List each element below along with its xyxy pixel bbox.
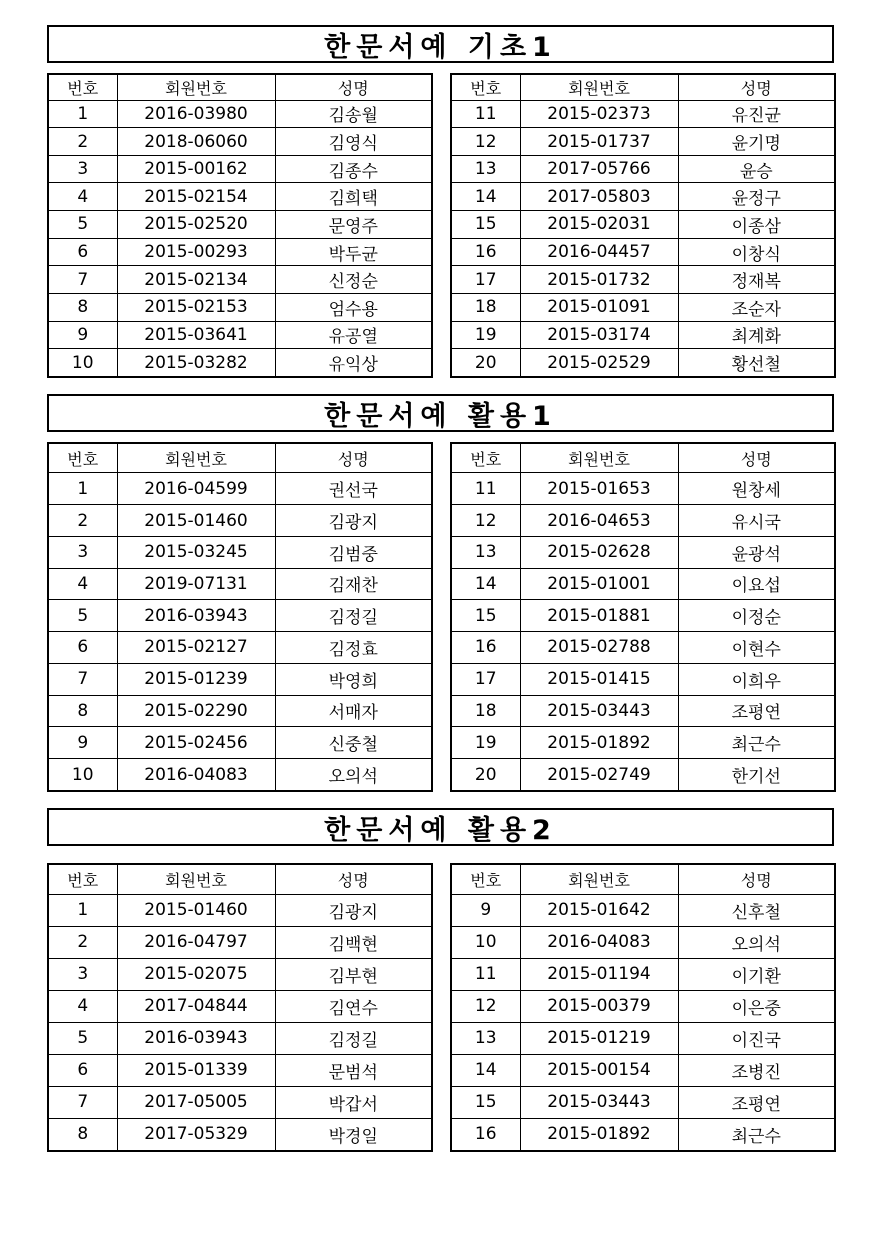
column-header-no: 번호 bbox=[451, 74, 520, 100]
table-row bbox=[48, 1022, 432, 1054]
cell-no: 8 bbox=[48, 695, 117, 727]
cell-member-id: 2015-03443 bbox=[520, 695, 678, 727]
cell-name: 김부현 bbox=[275, 958, 432, 990]
cell-no: 6 bbox=[48, 632, 117, 664]
cell-no: 3 bbox=[48, 958, 117, 990]
table-row bbox=[48, 536, 432, 568]
cell-member-id: 2015-02154 bbox=[117, 183, 275, 211]
cell-no: 6 bbox=[48, 1054, 117, 1086]
cell-no: 2 bbox=[48, 926, 117, 958]
column-header-name: 성명 bbox=[678, 864, 835, 894]
table-row bbox=[451, 568, 835, 600]
cell-member-id: 2015-00293 bbox=[117, 238, 275, 266]
cell-no: 16 bbox=[451, 238, 520, 266]
table-row bbox=[451, 1054, 835, 1086]
cell-name: 최근수 bbox=[678, 1118, 835, 1151]
cell-no: 3 bbox=[48, 536, 117, 568]
header-row bbox=[48, 74, 432, 100]
cell-name: 박영희 bbox=[275, 663, 432, 695]
cell-no: 2 bbox=[48, 505, 117, 537]
cell-member-id: 2015-01892 bbox=[520, 1118, 678, 1151]
cell-no: 1 bbox=[48, 100, 117, 128]
cell-name: 김정길 bbox=[275, 1022, 432, 1054]
column-header-name: 성명 bbox=[678, 443, 835, 473]
table-row bbox=[48, 266, 432, 294]
table-row bbox=[451, 266, 835, 294]
cell-no: 1 bbox=[48, 894, 117, 926]
cell-no: 4 bbox=[48, 568, 117, 600]
cell-name: 오의석 bbox=[678, 926, 835, 958]
cell-no: 2 bbox=[48, 128, 117, 156]
cell-member-id: 2015-01219 bbox=[520, 1022, 678, 1054]
table-row bbox=[451, 632, 835, 664]
cell-no: 16 bbox=[451, 1118, 520, 1151]
cell-no: 20 bbox=[451, 759, 520, 791]
column-header-no: 번호 bbox=[48, 74, 117, 100]
cell-no: 10 bbox=[451, 926, 520, 958]
table-row bbox=[48, 1054, 432, 1086]
cell-no: 12 bbox=[451, 128, 520, 156]
table-row bbox=[451, 473, 835, 505]
column-header-member-id: 회원번호 bbox=[520, 74, 678, 100]
cell-name: 윤승 bbox=[678, 155, 835, 183]
cell-name: 신후철 bbox=[678, 894, 835, 926]
cell-member-id: 2017-05803 bbox=[520, 183, 678, 211]
roster-table-left bbox=[47, 442, 433, 792]
table-row bbox=[48, 294, 432, 322]
table-row bbox=[48, 128, 432, 156]
cell-member-id: 2016-04653 bbox=[520, 505, 678, 537]
table-row bbox=[451, 211, 835, 239]
column-header-member-id: 회원번호 bbox=[520, 443, 678, 473]
cell-no: 18 bbox=[451, 294, 520, 322]
cell-no: 15 bbox=[451, 211, 520, 239]
cell-member-id: 2015-01194 bbox=[520, 958, 678, 990]
cell-member-id: 2015-01460 bbox=[117, 505, 275, 537]
cell-no: 17 bbox=[451, 663, 520, 695]
table-row bbox=[48, 155, 432, 183]
cell-no: 14 bbox=[451, 183, 520, 211]
cell-name: 윤정구 bbox=[678, 183, 835, 211]
cell-member-id: 2019-07131 bbox=[117, 568, 275, 600]
cell-no: 11 bbox=[451, 958, 520, 990]
table-row bbox=[48, 663, 432, 695]
table-row bbox=[48, 990, 432, 1022]
cell-name: 김광지 bbox=[275, 894, 432, 926]
section-title: 한문서예 기초1 bbox=[47, 25, 834, 63]
table-row bbox=[48, 727, 432, 759]
cell-name: 이종삼 bbox=[678, 211, 835, 239]
table-row bbox=[451, 958, 835, 990]
table-row bbox=[48, 321, 432, 349]
column-header-no: 번호 bbox=[48, 864, 117, 894]
cell-no: 5 bbox=[48, 211, 117, 239]
cell-member-id: 2015-01653 bbox=[520, 473, 678, 505]
cell-no: 19 bbox=[451, 321, 520, 349]
table-row bbox=[48, 894, 432, 926]
cell-no: 5 bbox=[48, 1022, 117, 1054]
column-header-name: 성명 bbox=[275, 443, 432, 473]
cell-member-id: 2017-05766 bbox=[520, 155, 678, 183]
cell-name: 문범석 bbox=[275, 1054, 432, 1086]
cell-name: 이기환 bbox=[678, 958, 835, 990]
column-header-member-id: 회원번호 bbox=[520, 864, 678, 894]
cell-no: 15 bbox=[451, 1086, 520, 1118]
cell-name: 오의석 bbox=[275, 759, 432, 791]
roster-table-right bbox=[450, 73, 836, 378]
cell-name: 이진국 bbox=[678, 1022, 835, 1054]
column-header-no: 번호 bbox=[451, 443, 520, 473]
table-row bbox=[48, 100, 432, 128]
cell-member-id: 2015-02520 bbox=[117, 211, 275, 239]
cell-member-id: 2015-01339 bbox=[117, 1054, 275, 1086]
cell-name: 박갑서 bbox=[275, 1086, 432, 1118]
table-row bbox=[451, 155, 835, 183]
cell-member-id: 2016-04083 bbox=[520, 926, 678, 958]
header-row bbox=[451, 74, 835, 100]
table-row bbox=[48, 632, 432, 664]
cell-name: 김연수 bbox=[275, 990, 432, 1022]
cell-no: 9 bbox=[48, 321, 117, 349]
table-row bbox=[48, 759, 432, 791]
cell-name: 김재찬 bbox=[275, 568, 432, 600]
cell-name: 이은중 bbox=[678, 990, 835, 1022]
cell-name: 박경일 bbox=[275, 1118, 432, 1151]
table-row bbox=[451, 321, 835, 349]
table-row bbox=[451, 926, 835, 958]
cell-name: 이창식 bbox=[678, 238, 835, 266]
cell-member-id: 2015-02290 bbox=[117, 695, 275, 727]
table-row bbox=[451, 128, 835, 156]
column-header-name: 성명 bbox=[678, 74, 835, 100]
cell-no: 6 bbox=[48, 238, 117, 266]
cell-name: 조평연 bbox=[678, 695, 835, 727]
cell-member-id: 2017-05329 bbox=[117, 1118, 275, 1151]
column-header-member-id: 회원번호 bbox=[117, 74, 275, 100]
section-title: 한문서예 활용2 bbox=[47, 808, 834, 846]
cell-no: 7 bbox=[48, 266, 117, 294]
cell-member-id: 2015-01642 bbox=[520, 894, 678, 926]
cell-member-id: 2015-01091 bbox=[520, 294, 678, 322]
cell-member-id: 2015-01881 bbox=[520, 600, 678, 632]
cell-no: 17 bbox=[451, 266, 520, 294]
cell-member-id: 2017-05005 bbox=[117, 1086, 275, 1118]
cell-member-id: 2015-03443 bbox=[520, 1086, 678, 1118]
cell-name: 유시국 bbox=[678, 505, 835, 537]
header-row bbox=[451, 864, 835, 894]
table-row bbox=[451, 536, 835, 568]
cell-no: 11 bbox=[451, 100, 520, 128]
roster-table-left bbox=[47, 863, 433, 1152]
cell-name: 윤광석 bbox=[678, 536, 835, 568]
cell-name: 권선국 bbox=[275, 473, 432, 505]
cell-name: 조평연 bbox=[678, 1086, 835, 1118]
cell-no: 13 bbox=[451, 1022, 520, 1054]
cell-member-id: 2015-03174 bbox=[520, 321, 678, 349]
cell-no: 4 bbox=[48, 990, 117, 1022]
cell-no: 18 bbox=[451, 695, 520, 727]
cell-name: 이요섭 bbox=[678, 568, 835, 600]
table-row bbox=[451, 727, 835, 759]
table-row bbox=[451, 990, 835, 1022]
cell-name: 조순자 bbox=[678, 294, 835, 322]
cell-member-id: 2015-02749 bbox=[520, 759, 678, 791]
cell-member-id: 2016-04797 bbox=[117, 926, 275, 958]
cell-name: 최계화 bbox=[678, 321, 835, 349]
cell-member-id: 2015-02127 bbox=[117, 632, 275, 664]
cell-member-id: 2015-02788 bbox=[520, 632, 678, 664]
cell-no: 14 bbox=[451, 1054, 520, 1086]
cell-member-id: 2015-01737 bbox=[520, 128, 678, 156]
table-row bbox=[451, 1118, 835, 1151]
cell-no: 7 bbox=[48, 663, 117, 695]
cell-member-id: 2015-00154 bbox=[520, 1054, 678, 1086]
cell-name: 신중철 bbox=[275, 727, 432, 759]
cell-member-id: 2015-02529 bbox=[520, 349, 678, 377]
header-row bbox=[48, 864, 432, 894]
cell-no: 14 bbox=[451, 568, 520, 600]
header-row bbox=[48, 443, 432, 473]
cell-name: 황선철 bbox=[678, 349, 835, 377]
cell-no: 10 bbox=[48, 349, 117, 377]
cell-name: 이희우 bbox=[678, 663, 835, 695]
cell-name: 김정길 bbox=[275, 600, 432, 632]
cell-member-id: 2015-02373 bbox=[520, 100, 678, 128]
roster-table-left bbox=[47, 73, 433, 378]
cell-name: 신정순 bbox=[275, 266, 432, 294]
table-row bbox=[48, 505, 432, 537]
cell-member-id: 2015-01001 bbox=[520, 568, 678, 600]
table-row bbox=[451, 663, 835, 695]
cell-member-id: 2015-02456 bbox=[117, 727, 275, 759]
table-row bbox=[48, 600, 432, 632]
cell-name: 김송월 bbox=[275, 100, 432, 128]
cell-member-id: 2015-03282 bbox=[117, 349, 275, 377]
cell-name: 유익상 bbox=[275, 349, 432, 377]
section-title: 한문서예 활용1 bbox=[47, 394, 834, 432]
table-row bbox=[48, 349, 432, 377]
cell-name: 윤기명 bbox=[678, 128, 835, 156]
cell-member-id: 2015-02628 bbox=[520, 536, 678, 568]
cell-member-id: 2015-02031 bbox=[520, 211, 678, 239]
table-row bbox=[48, 238, 432, 266]
cell-no: 1 bbox=[48, 473, 117, 505]
cell-member-id: 2015-01732 bbox=[520, 266, 678, 294]
cell-member-id: 2017-04844 bbox=[117, 990, 275, 1022]
cell-name: 최근수 bbox=[678, 727, 835, 759]
cell-no: 9 bbox=[451, 894, 520, 926]
cell-name: 유공열 bbox=[275, 321, 432, 349]
table-row bbox=[451, 183, 835, 211]
column-header-name: 성명 bbox=[275, 74, 432, 100]
table-row bbox=[48, 1086, 432, 1118]
cell-name: 이현수 bbox=[678, 632, 835, 664]
cell-no: 19 bbox=[451, 727, 520, 759]
table-row bbox=[451, 1022, 835, 1054]
table-row bbox=[451, 349, 835, 377]
cell-no: 13 bbox=[451, 155, 520, 183]
column-header-member-id: 회원번호 bbox=[117, 864, 275, 894]
column-header-member-id: 회원번호 bbox=[117, 443, 275, 473]
table-row bbox=[451, 695, 835, 727]
cell-member-id: 2015-03641 bbox=[117, 321, 275, 349]
column-header-name: 성명 bbox=[275, 864, 432, 894]
cell-member-id: 2015-00379 bbox=[520, 990, 678, 1022]
table-row bbox=[451, 600, 835, 632]
cell-member-id: 2016-03943 bbox=[117, 1022, 275, 1054]
cell-no: 12 bbox=[451, 505, 520, 537]
cell-no: 7 bbox=[48, 1086, 117, 1118]
header-row bbox=[451, 443, 835, 473]
cell-name: 김범중 bbox=[275, 536, 432, 568]
cell-name: 박두균 bbox=[275, 238, 432, 266]
cell-member-id: 2016-03980 bbox=[117, 100, 275, 128]
table-row bbox=[451, 294, 835, 322]
cell-name: 김정효 bbox=[275, 632, 432, 664]
cell-member-id: 2015-01239 bbox=[117, 663, 275, 695]
cell-name: 정재복 bbox=[678, 266, 835, 294]
cell-member-id: 2016-04599 bbox=[117, 473, 275, 505]
cell-no: 9 bbox=[48, 727, 117, 759]
table-row bbox=[48, 211, 432, 239]
cell-name: 엄수용 bbox=[275, 294, 432, 322]
table-row bbox=[48, 568, 432, 600]
table-row bbox=[48, 1118, 432, 1151]
table-row bbox=[48, 695, 432, 727]
table-row bbox=[451, 894, 835, 926]
cell-no: 10 bbox=[48, 759, 117, 791]
cell-name: 한기선 bbox=[678, 759, 835, 791]
cell-name: 유진균 bbox=[678, 100, 835, 128]
cell-no: 13 bbox=[451, 536, 520, 568]
cell-member-id: 2016-03943 bbox=[117, 600, 275, 632]
column-header-no: 번호 bbox=[48, 443, 117, 473]
cell-name: 김백현 bbox=[275, 926, 432, 958]
cell-member-id: 2018-06060 bbox=[117, 128, 275, 156]
table-row bbox=[451, 505, 835, 537]
cell-member-id: 2015-00162 bbox=[117, 155, 275, 183]
cell-name: 문영주 bbox=[275, 211, 432, 239]
cell-no: 16 bbox=[451, 632, 520, 664]
table-row bbox=[451, 759, 835, 791]
cell-member-id: 2015-01892 bbox=[520, 727, 678, 759]
cell-member-id: 2016-04457 bbox=[520, 238, 678, 266]
cell-no: 8 bbox=[48, 1118, 117, 1151]
table-row bbox=[48, 183, 432, 211]
cell-no: 11 bbox=[451, 473, 520, 505]
cell-no: 15 bbox=[451, 600, 520, 632]
cell-no: 5 bbox=[48, 600, 117, 632]
table-row bbox=[48, 473, 432, 505]
cell-no: 8 bbox=[48, 294, 117, 322]
cell-no: 12 bbox=[451, 990, 520, 1022]
cell-member-id: 2015-02153 bbox=[117, 294, 275, 322]
table-row bbox=[451, 1086, 835, 1118]
roster-table-right bbox=[450, 442, 836, 792]
cell-member-id: 2015-02134 bbox=[117, 266, 275, 294]
cell-name: 김종수 bbox=[275, 155, 432, 183]
cell-name: 조병진 bbox=[678, 1054, 835, 1086]
cell-no: 20 bbox=[451, 349, 520, 377]
cell-name: 김희택 bbox=[275, 183, 432, 211]
cell-name: 김영식 bbox=[275, 128, 432, 156]
cell-member-id: 2015-02075 bbox=[117, 958, 275, 990]
table-row bbox=[451, 100, 835, 128]
cell-member-id: 2015-03245 bbox=[117, 536, 275, 568]
cell-member-id: 2015-01460 bbox=[117, 894, 275, 926]
cell-no: 3 bbox=[48, 155, 117, 183]
table-row bbox=[48, 926, 432, 958]
cell-name: 김광지 bbox=[275, 505, 432, 537]
cell-name: 이정순 bbox=[678, 600, 835, 632]
cell-name: 서매자 bbox=[275, 695, 432, 727]
table-row bbox=[48, 958, 432, 990]
cell-member-id: 2015-01415 bbox=[520, 663, 678, 695]
cell-member-id: 2016-04083 bbox=[117, 759, 275, 791]
table-row bbox=[451, 238, 835, 266]
cell-no: 4 bbox=[48, 183, 117, 211]
cell-name: 원창세 bbox=[678, 473, 835, 505]
roster-table-right bbox=[450, 863, 836, 1152]
column-header-no: 번호 bbox=[451, 864, 520, 894]
